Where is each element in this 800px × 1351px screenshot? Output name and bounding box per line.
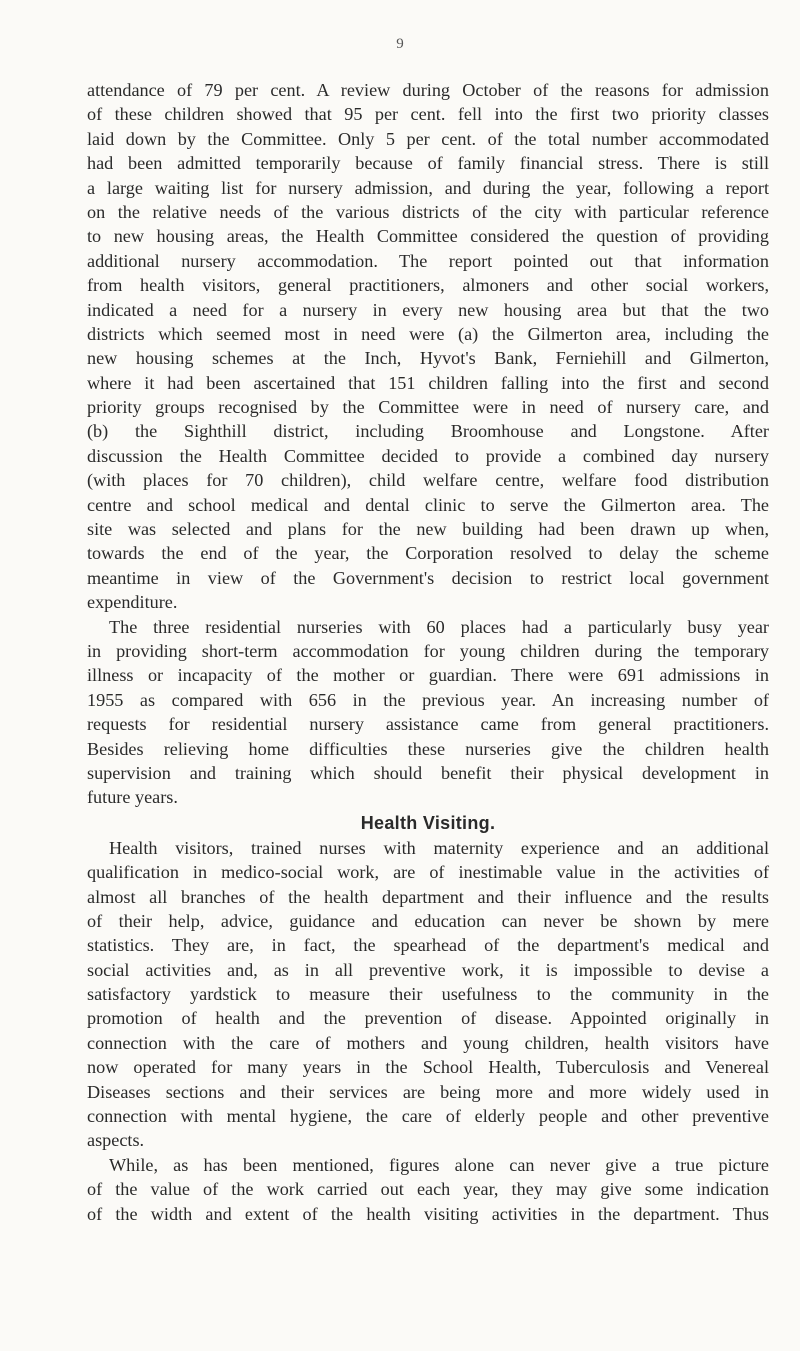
text-line: centre and school medical and dental clinic to serve the Gilmerton area. The — [87, 494, 769, 515]
text-line: had been admitted temporarily because of family financial stress. There is still — [87, 153, 769, 174]
text-line: meantime in view of the Government's decision to restrict local government — [87, 567, 769, 588]
section-heading: Health Visiting. — [360, 812, 496, 833]
text-line: new housing schemes at the Inch, Hyvot's Bank, Ferniehill and Gilmerton, — [87, 348, 769, 369]
text-line: indicated a need for a nursery in every new housing area but that the two — [87, 299, 769, 320]
text-line: Besides relieving home difficulties these nurseries give the children health — [87, 738, 769, 759]
text-line: The three residential nurseries with 60 places had a particularly busy year — [109, 616, 769, 637]
text-line: qualification in medico-social work, are of inestimable value in the activities of — [87, 862, 769, 883]
text-line: requests for residential nursery assistance came from general practitioners. — [87, 714, 769, 735]
text-line: additional nursery accommodation. The report pointed out that information — [87, 250, 769, 271]
text-line: a large waiting list for nursery admission, and during the year, following a report — [87, 177, 769, 198]
text-line: laid down by the Committee. Only 5 per cent. of the total number accommodated — [87, 128, 769, 149]
text-line: almost all branches of the health department and their influence and the results — [87, 886, 769, 907]
text-line: supervision and training which should benefit their physical development in — [87, 762, 769, 783]
text-line: connection with the care of mothers and young children, health visitors have — [87, 1032, 769, 1053]
text-line: to new housing areas, the Health Committee considered the question of providing — [87, 226, 769, 247]
text-line: districts which seemed most in need were (a) the Gilmerton area, including the — [87, 323, 769, 344]
text-line: on the relative needs of the various districts of the city with particular reference — [87, 201, 769, 222]
text-line: expenditure. — [87, 592, 178, 613]
text-line: priority groups recognised by the Committee were in need of nursery care, and — [87, 397, 769, 418]
text-line: statistics. They are, in fact, the spearhead of the department's medical and — [87, 935, 769, 956]
text-line: aspects. — [87, 1130, 145, 1151]
text-line: connection with mental hygiene, the care of elderly people and other preventive — [87, 1106, 769, 1127]
text-line: 1955 as compared with 656 in the previous year. An increasing number of — [87, 689, 769, 710]
text-line: of the width and extent of the health visiting activities in the department. Thus — [87, 1203, 769, 1224]
text-line: future years. — [87, 787, 178, 808]
text-line: While, as has been mentioned, figures alone can never give a true picture — [109, 1154, 769, 1175]
text-line: from health visitors, general practitioners, almoners and other social workers, — [87, 275, 769, 296]
text-line: (with places for 70 children), child welfare centre, welfare food distribution — [87, 470, 769, 491]
text-line: illness or incapacity of the mother or guardian. There were 691 admissions in — [87, 665, 769, 686]
text-line: of these children showed that 95 per cent. fell into the first two priority classes — [87, 104, 769, 125]
text-line: towards the end of the year, the Corporation resolved to delay the scheme — [87, 543, 769, 564]
page-number: 9 — [396, 36, 404, 52]
text-line: of the value of the work carried out each year, they may give some indication — [87, 1179, 769, 1200]
text-line: site was selected and plans for the new building had been drawn up when, — [87, 519, 769, 540]
text-line: attendance of 79 per cent. A review during October of the reasons for admission — [87, 80, 769, 100]
body-text — [87, 78, 769, 1226]
text-line: (b) the Sighthill district, including Broomhouse and Longstone. After — [87, 421, 769, 442]
text-line: satisfactory yardstick to measure their usefulness to the community in the — [87, 984, 769, 1005]
text-line: social activities and, as in all preventive work, it is impossible to devise a — [87, 959, 769, 980]
text-line: now operated for many years in the School Health, Tuberculosis and Venereal — [87, 1057, 769, 1078]
text-line: of their help, advice, guidance and education can never be shown by mere — [87, 910, 769, 931]
text-line: in providing short-term accommodation for young children during the temporary — [87, 640, 769, 661]
text-line: promotion of health and the prevention of disease. Appointed originally in — [87, 1008, 769, 1029]
text-line: where it had been ascertained that 151 children falling into the first and second — [87, 372, 769, 393]
text-line: Diseases sections and their services are being more and more widely used in — [87, 1081, 769, 1102]
text-line: Health visitors, trained nurses with maternity experience and an additional — [109, 837, 769, 858]
text-line: discussion the Health Committee decided to provide a combined day nursery — [87, 445, 769, 466]
